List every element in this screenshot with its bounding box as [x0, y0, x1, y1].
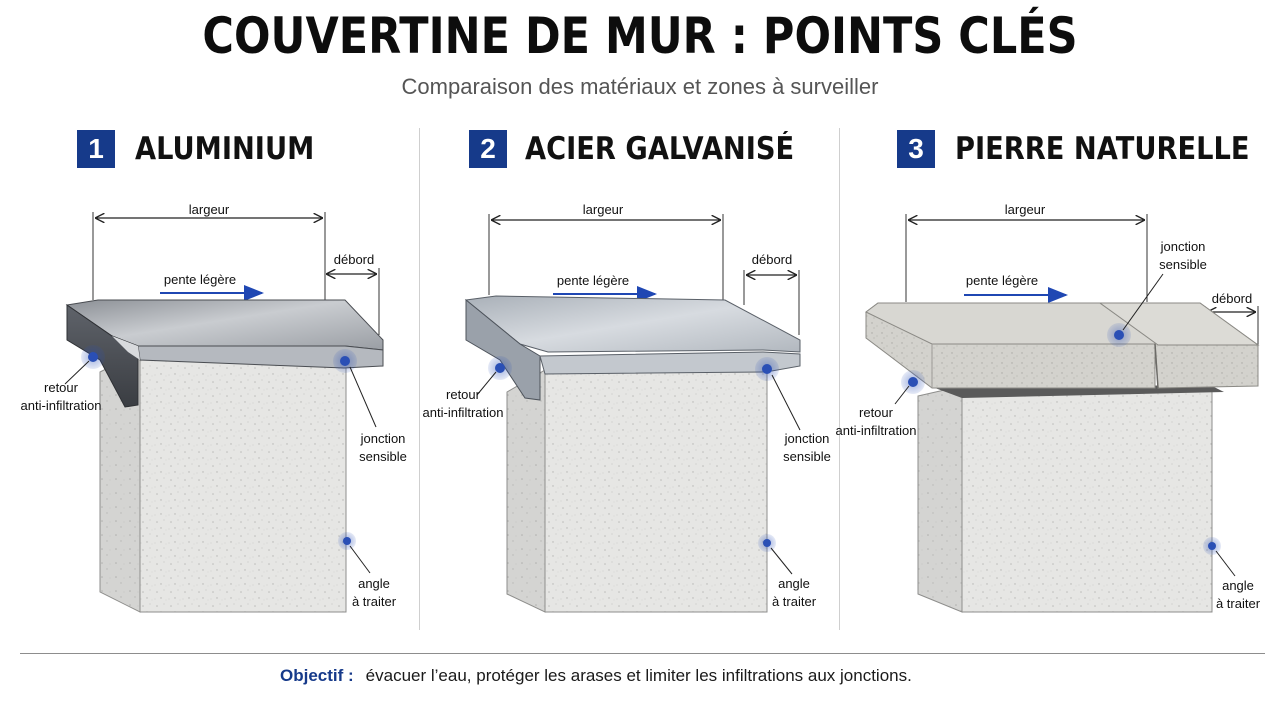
panel-3-jonction-label: jonction sensible: [1159, 239, 1207, 272]
panel-1-heading: ALUMINIUM: [135, 131, 315, 167]
page-subtitle: Comparaison des matériaux et zones à surveiller: [401, 74, 879, 99]
panel-3-heading: PIERRE NATURELLE: [955, 131, 1250, 167]
panel-2-largeur-label: largeur: [582, 202, 624, 217]
panel-1-pente-label: pente légère: [163, 272, 237, 287]
footer-divider: [20, 653, 1265, 654]
footer-objective: [280, 664, 912, 688]
panel-3-debord-label: débord: [1211, 291, 1253, 306]
panel-3-angle-label: angle à traiter: [1215, 578, 1261, 611]
panel-2-number: 2: [469, 130, 507, 168]
footer-objective-text: évacuer l’eau, protéger les arases et limiter les infiltrations aux jonctions.: [365, 666, 912, 685]
panel-2-retour-label: retour anti-infiltration: [422, 387, 504, 420]
panel-1-angle-label: angle à traiter: [351, 576, 397, 609]
panel-3-largeur-label: largeur: [1004, 202, 1046, 217]
footer-objective-label: Objectif :: [280, 666, 354, 685]
panel-2-pente-label: pente légère: [556, 273, 630, 288]
page-title: COUVERTINE DE MUR : POINTS CLÉS: [202, 7, 1078, 65]
panel-1-jonction-label: jonction sensible: [359, 431, 407, 464]
panel-2-debord-label: débord: [751, 252, 793, 267]
panel-1-number: 1: [77, 130, 115, 168]
panel-1-largeur-label: largeur: [188, 202, 230, 217]
panel-3-retour-label: retour anti-infiltration: [835, 405, 917, 438]
panel-2-jonction-label: jonction sensible: [783, 431, 831, 464]
panel-1-debord-label: débord: [333, 252, 375, 267]
panel-1-retour-label: retour anti-infiltration: [20, 380, 102, 413]
panel-3-number: 3: [897, 130, 935, 168]
panel-2-angle-label: angle à traiter: [771, 576, 817, 609]
panel-3-pente-label: pente légère: [965, 273, 1039, 288]
panel-2-heading: ACIER GALVANISÉ: [525, 131, 795, 167]
panel-2-drawing: [466, 214, 800, 612]
